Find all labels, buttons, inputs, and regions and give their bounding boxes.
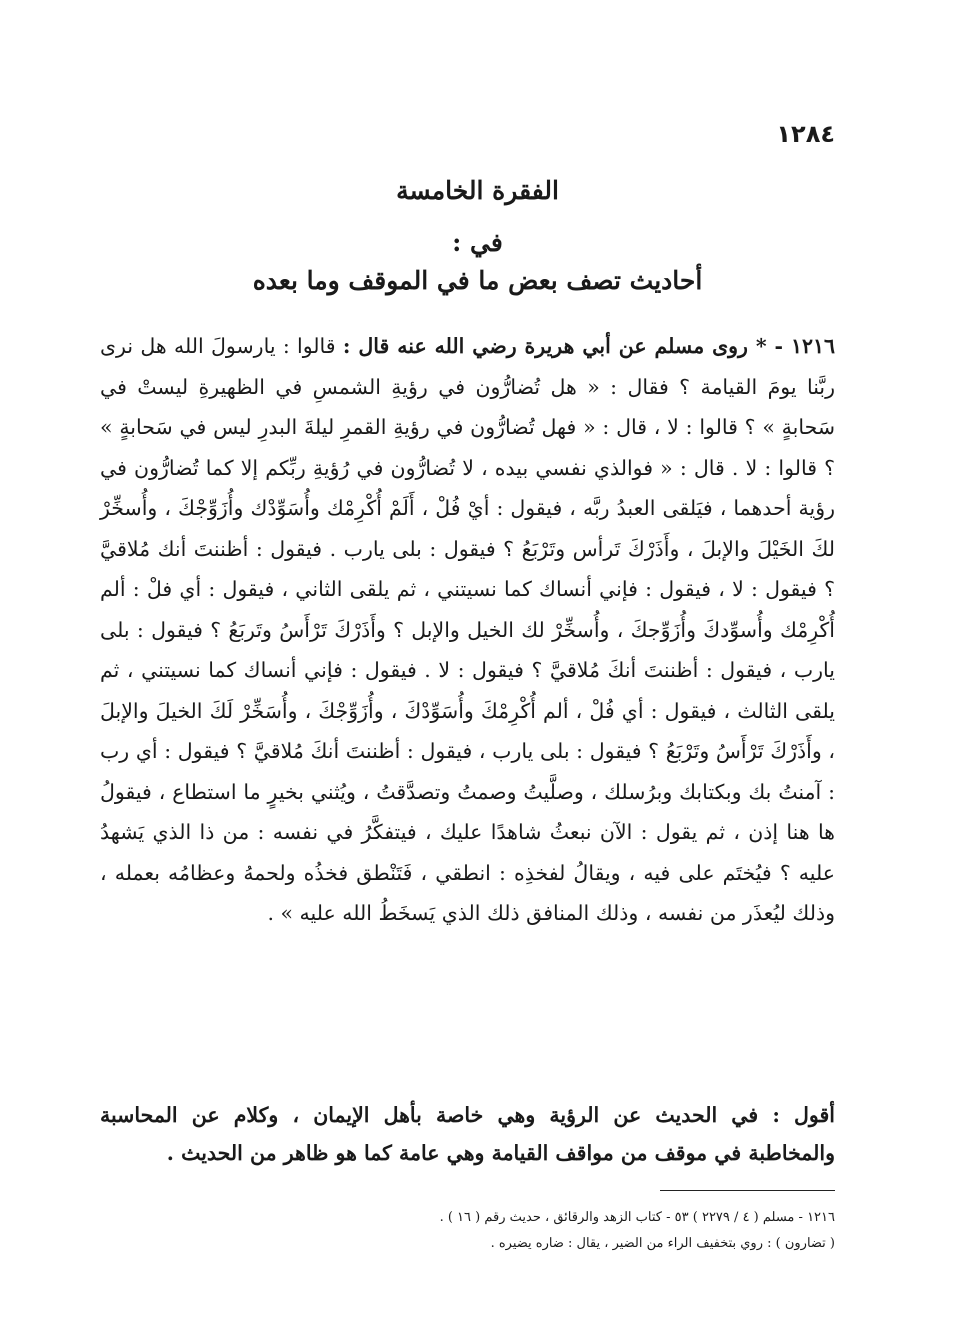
section-subtitle-prefix: في : [452,228,503,257]
section-title: الفقرة الخامسة [396,176,559,205]
footnote-source: ١٢١٦ - مسلم ( ٤ / ٢٢٧٩ ) ٥٣ - كتاب الزهد والرقائق ، حديث رقم ( ١٦ ) . [439,1210,835,1225]
footnote-glossary: ( تضارون ) : روي بتخفيف الراء من الضير ، يقال : ضاره يضيره . [490,1236,835,1251]
hadith-lead: ١٢١٦ - * روى مسلم عن أبي هريرة رضي الله عنه قال : [342,334,835,358]
hadith-text: قالوا : يارسولَ الله هل نرى ربَّنا يومَ القيامة ؟ فقال : « هل تُضارُّون في رؤيةِ الشمسِ في الظهيرةِ ليستْ في سَحابةٍ » ؟ قالوا : لا ، قال : « فهل تُضارُّون في رؤيةِ القمرِ ليلةَ البدرِ ليس في سَحابةٍ » ؟ قالوا : لا . قال : « فوالذي نفسي بيده ، لا تُضارُّون في رُؤيةِ ربِّكم إلا كما تُضارُّون في رؤية أحدهما ، فيَلقى العبدُ ربَّه ، فيقول : أيْ فُلْ ، أَلَمْ أُكْرِمْك وأُسَوِّدْك وأُزَوِّجْكَ ، وأُسخِّرْ لكَ الخَيْلَ والإبلَ ، وأَذَرْكَ تَرأس وتَرْبَعُ ؟ فيقول : بلى يارب . فيقول : أظننتَ أنك مُلاقيَّ ؟ فيقول : لا ، فيقول : فإني أنساك كما نسيتني ، ثم يلقى الثاني ، فيقول : أي فلْ : ألم أُكْرِمْك وأُسوِّدكَ وأُزَوِّجكَ ، وأُسخِّرْ لك الخيل والإبل ؟ وأَذَرْكَ تَرْأَسُ وتَربَعُ ؟ فيقول : بلى يارب ، فيقول : أظننتَ أنكَ مُلاقيَّ ؟ فيقول : لا . فيقول : فإني أنساك كما نسيتني ، ثم يلقى الثالث ، فيقول : أي فُلْ ، ألم أُكْرِمْكَ وأُسَوِّدْكَ ، وأُزَوِّجْكَ ، وأُسَخِّرْ لَكَ الخيلَ والإبلَ ، وأَذَرْكَ تَرْأَسُ وتَرْبَعُ ؟ فيقول : بلى يارب ، فيقول : أظننتَ أنكَ مُلاقيَّ ؟ فيقول : أي رب : آمنتُ بك وبكتابك وبرُسلك ، وصلَّيتُ وصمتُ وتصدَّقتُ ، ويُثني بخيرٍ ما استطاع ، فيقولُ ها هنا إذن ، ثم يقول : الآن نبعثُ شاهدًا عليك ، فيتفكَّرُ في نفسه : من ذا الذي يَشهدُ عليه ؟ فيُختَم على فيه ، ويقالُ لفخذِه : انطقي ، فَتَنْطق فخذُه ولحمهُ وعظامُه بعمله ، وذلك ليُعذَر من نفسه ، وذلك المنافق ذلك الذي يَسخَطُ الله عليه » . [100,334,835,925]
page-number: ١٢٨٤ [776,120,835,148]
commentary-text: في الحديث عن الرؤية وهي خاصة بأهل الإيمان ، وكلام عن المحاسبة والمخاطبة في موقف من مواقف القيامة وهي عامة كما هو ظاهر من الحديث . [100,1103,835,1165]
hadith-paragraph [100,326,835,934]
commentary-lead: أقول : [772,1103,835,1127]
section-subtitle: أحاديث تصف بعض ما في الموقف وما بعده [252,266,703,295]
footnote-divider [660,1190,835,1191]
footnotes [100,1205,835,1257]
commentary-paragraph [100,1096,835,1172]
